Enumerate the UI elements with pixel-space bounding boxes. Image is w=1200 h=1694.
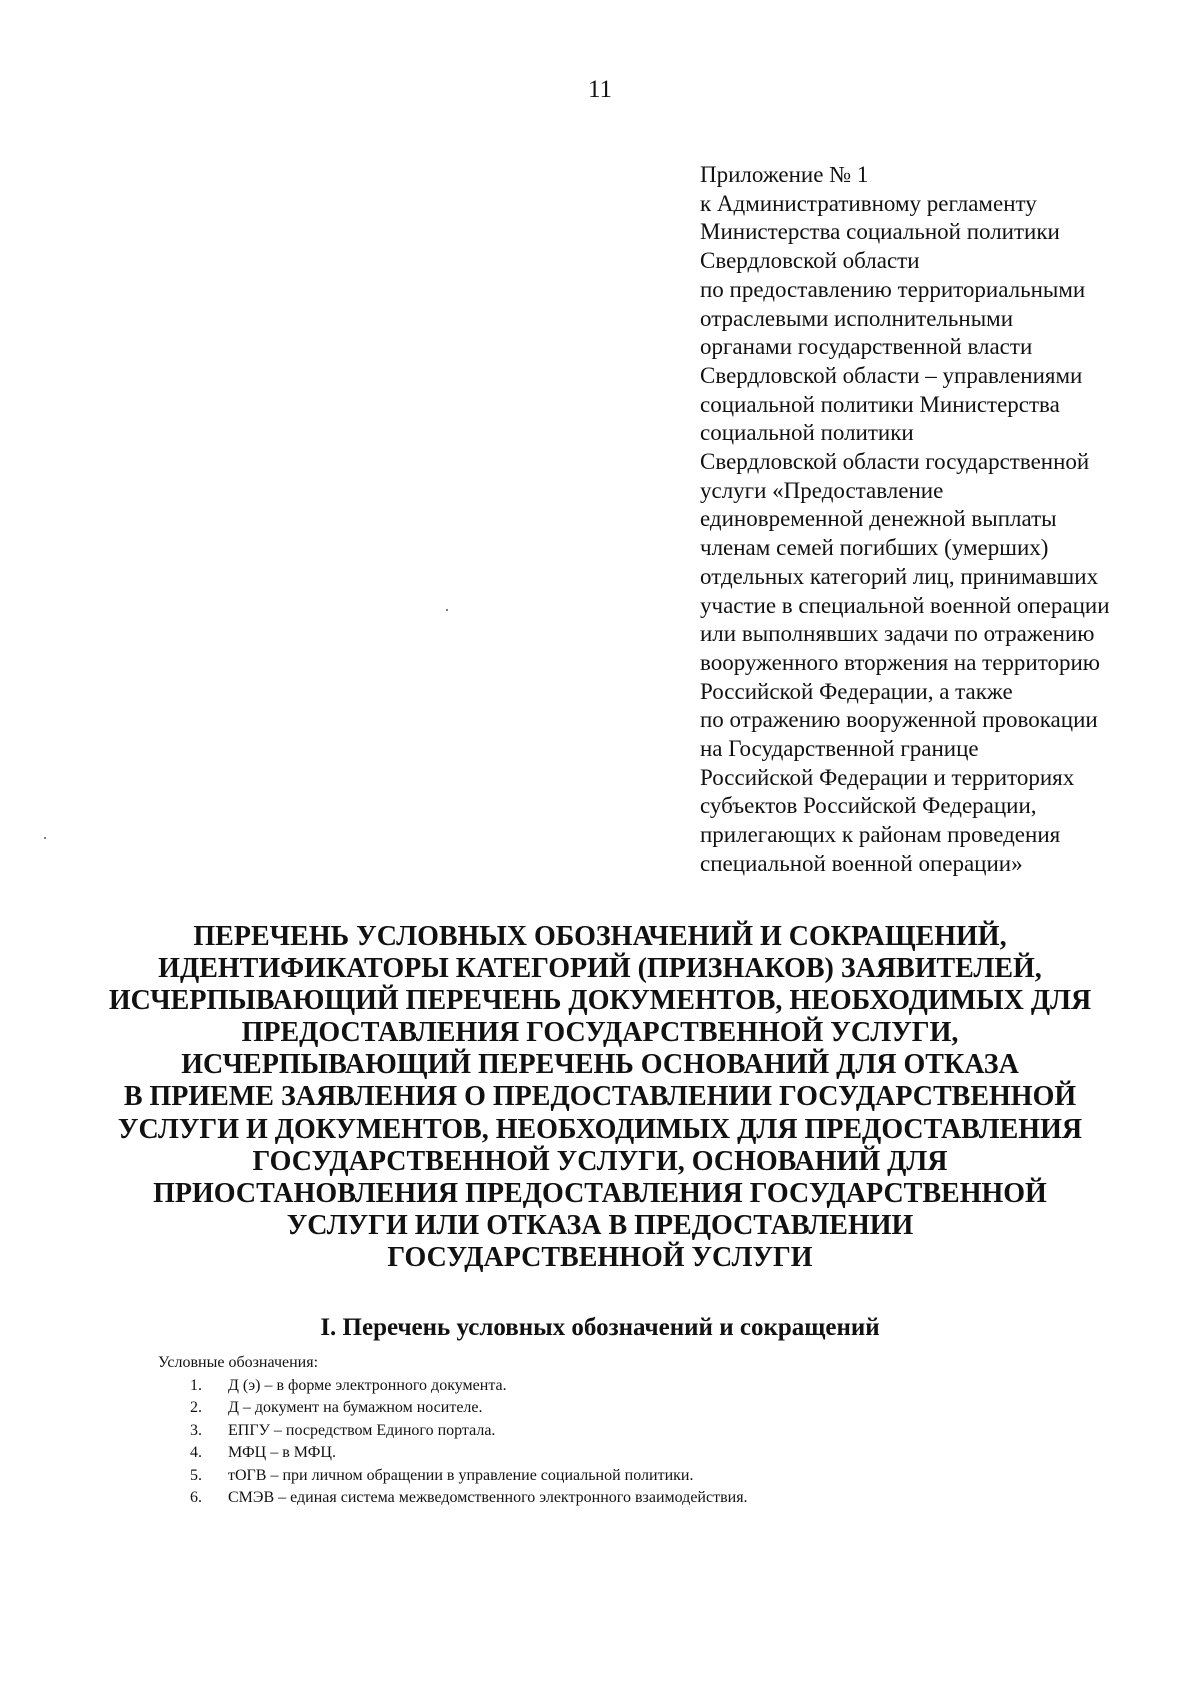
appendix-line: на Государственной границе: [700, 736, 979, 762]
appendix-line: Приложение № 1: [700, 162, 869, 187]
title-line: ИСЧЕРПЫВАЮЩИЙ ПЕРЕЧЕНЬ ОСНОВАНИЙ ДЛЯ ОТКАЗА: [181, 1049, 1019, 1081]
title-line: ИСЧЕРПЫВАЮЩИЙ ПЕРЕЧЕНЬ ДОКУМЕНТОВ, НЕОБХОДИМЫХ ДЛЯ: [108, 985, 1092, 1017]
appendix-line: Министерства социальной политики: [700, 219, 1060, 245]
appendix-line: органами государственной власти: [700, 334, 1033, 360]
appendix-line: социальной политики Министерства: [700, 391, 1060, 417]
list-item-text: ЕПГУ – посредством Единого портала.: [228, 1421, 496, 1439]
title-line: В ПРИЕМЕ ЗАЯВЛЕНИЯ О ПРЕДОСТАВЛЕНИИ ГОСУДАРСТВЕННОЙ: [123, 1081, 1077, 1113]
list-item: [190, 1465, 1090, 1487]
title-line: ГОСУДАРСТВЕННОЙ УСЛУГИ, ОСНОВАНИЙ ДЛЯ: [252, 1145, 948, 1177]
list-item-number: 6.: [190, 1489, 202, 1507]
appendix-line: по предоставлению территориальными: [700, 276, 1086, 302]
appendix-line: вооруженного вторжения на территорию: [700, 649, 1100, 675]
appendix-line: к Административному регламенту: [700, 190, 1037, 216]
list-item: [190, 1375, 1090, 1397]
appendix-line: субъектов Российской Федерации,: [700, 793, 1037, 819]
title-line: ПЕРЕЧЕНЬ УСЛОВНЫХ ОБОЗНАЧЕНИЙ И СОКРАЩЕНИЙ,: [193, 921, 1007, 952]
scan-speck: [44, 837, 46, 839]
document-title: [80, 921, 1120, 1274]
appendix-line: членам семей погибших (умерших): [700, 535, 1049, 561]
title-line: УСЛУГИ И ДОКУМЕНТОВ, НЕОБХОДИМЫХ ДЛЯ ПРЕДОСТАВЛЕНИЯ: [117, 1113, 1083, 1145]
appendix-line: Свердловской области: [700, 248, 920, 274]
title-line: УСЛУГИ ИЛИ ОТКАЗА В ПРЕДОСТАВЛЕНИИ: [286, 1209, 914, 1241]
title-line: ПРЕДОСТАВЛЕНИЯ ГОСУДАРСТВЕННОЙ УСЛУГИ,: [241, 1017, 959, 1049]
appendix-line: Российской Федерации и территориях: [700, 764, 1075, 790]
legend-label: Условные обозначения:: [158, 1354, 319, 1371]
list-item-number: 5.: [190, 1466, 202, 1484]
list-item-number: 2.: [190, 1399, 202, 1417]
scan-speck: [446, 609, 448, 611]
appendix-block: [700, 161, 1180, 879]
list-item-text: Д – документ на бумажном носителе.: [228, 1399, 483, 1417]
page-number: 11: [587, 76, 613, 103]
list-item-number: 3.: [190, 1421, 202, 1439]
title-line: ГОСУДАРСТВЕННОЙ УСЛУГИ: [387, 1241, 813, 1273]
appendix-line: участие в специальной военной операции: [700, 592, 1110, 618]
appendix-line: по отражению вооруженной провокации: [700, 707, 1098, 733]
legend-list: [190, 1375, 1090, 1509]
list-item-number: 4.: [190, 1444, 202, 1462]
title-line: ПРИОСТАНОВЛЕНИЯ ПРЕДОСТАВЛЕНИЯ ГОСУДАРСТВЕННОЙ: [153, 1177, 1047, 1209]
list-item-text: МФЦ – в МФЦ.: [228, 1444, 336, 1462]
appendix-line: отдельных категорий лиц, принимавших: [700, 563, 1099, 589]
appendix-line: Российской Федерации, а также: [700, 678, 1013, 704]
appendix-line: социальной политики: [700, 420, 914, 446]
appendix-line: Свердловской области – управлениями: [700, 362, 1083, 388]
appendix-line: услуги «Предоставление: [700, 477, 944, 503]
list-item: [190, 1420, 1090, 1442]
list-item: [190, 1487, 1090, 1509]
list-item: [190, 1397, 1090, 1419]
list-item-text: Д (э) – в форме электронного документа.: [228, 1377, 507, 1394]
appendix-line: прилегающих к районам проведения: [700, 822, 1061, 848]
appendix-line: Свердловской области государственной: [700, 449, 1090, 475]
title-line: ИДЕНТИФИКАТОРЫ КАТЕГОРИЙ (ПРИЗНАКОВ) ЗАЯВИТЕЛЕЙ,: [158, 953, 1042, 985]
appendix-line: отраслевыми исполнительными: [700, 305, 1014, 331]
appendix-line: или выполнявших задачи по отражению: [700, 621, 1095, 647]
appendix-line: специальной военной операции»: [700, 850, 1023, 876]
appendix-line: единовременной денежной выплаты: [700, 506, 1057, 532]
list-item-number: 1.: [190, 1377, 202, 1394]
list-item-text: СМЭВ – единая система межведомственного электронного взаимодействия.: [228, 1489, 748, 1507]
list-item-text: тОГВ – при личном обращении в управление социальной политики.: [228, 1466, 694, 1484]
section-heading: I. Перечень условных обозначений и сокращений: [320, 1314, 880, 1341]
list-item: [190, 1442, 1090, 1464]
